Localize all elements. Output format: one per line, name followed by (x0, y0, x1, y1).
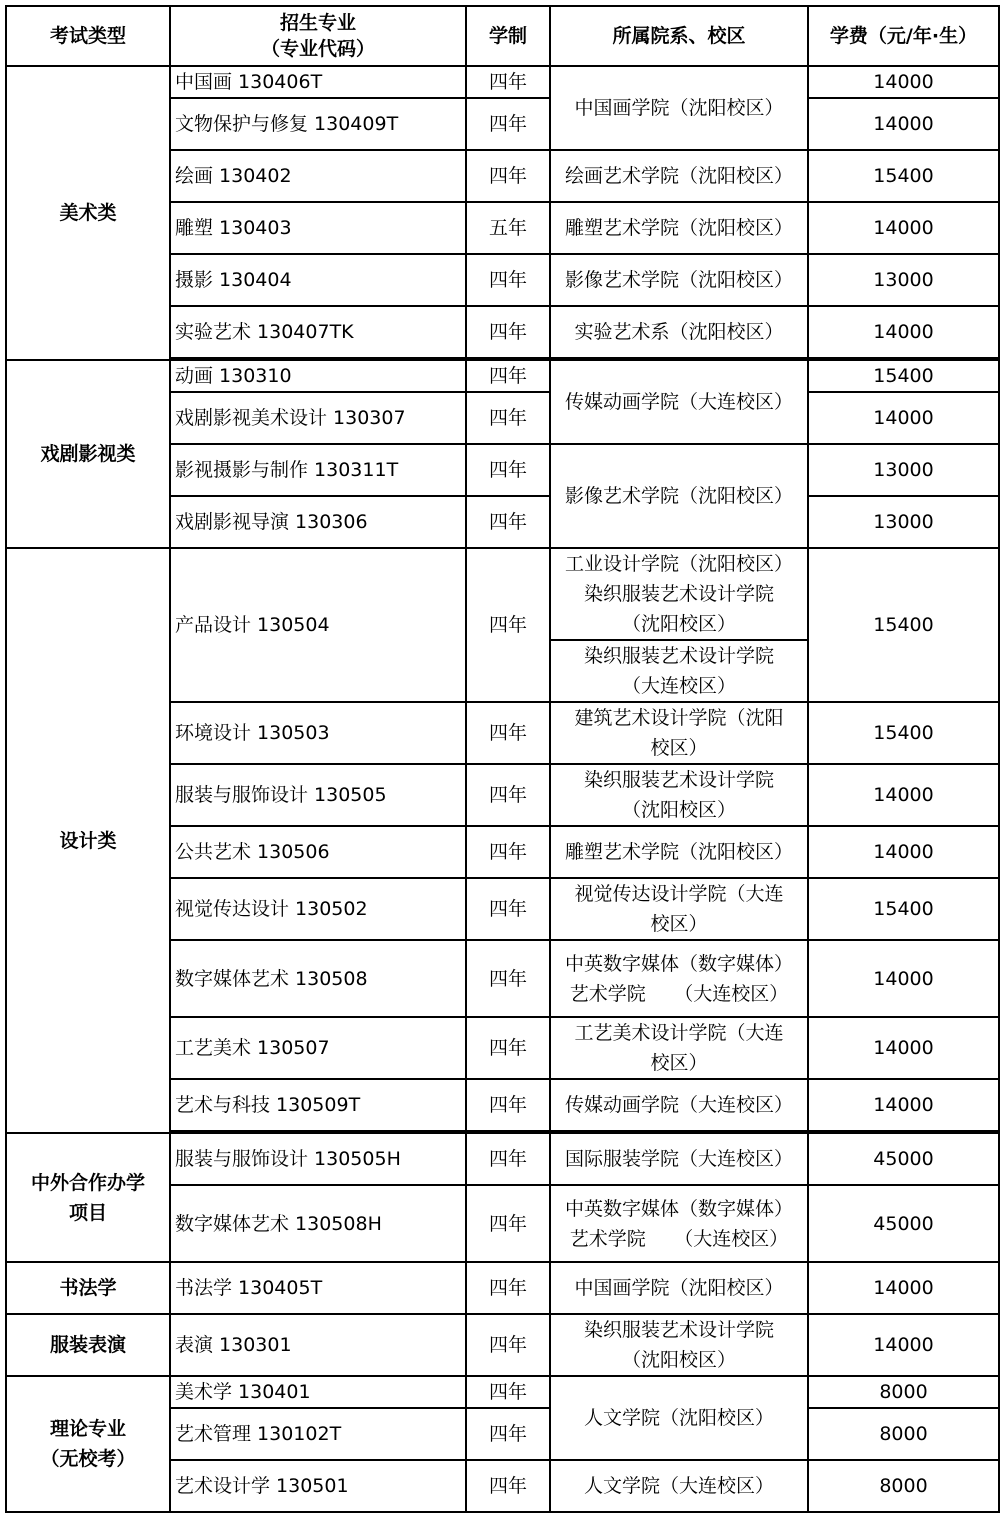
dept-line: 视觉传达设计学院（大连 (574, 883, 784, 905)
major-cell: 数字媒体艺术 130508H (170, 1185, 466, 1262)
dept-line: （大连校区） (621, 675, 736, 697)
fee-cell: 15400 (808, 150, 999, 202)
dept-line: 中英数字媒体（数字媒体） (564, 1197, 793, 1220)
dept-line: 中英数字媒体（数字媒体） (564, 952, 793, 975)
major-cell: 绘画 130402 (170, 150, 466, 202)
duration-cell: 四年 (466, 1079, 550, 1131)
major-cell: 表演 130301 (170, 1314, 466, 1376)
department-cell (550, 1017, 808, 1079)
duration-cell: 四年 (466, 360, 550, 392)
fee-cell: 14000 (808, 98, 999, 150)
duration-cell: 四年 (466, 702, 550, 764)
table-row (6, 1376, 999, 1408)
fee-cell: 14000 (808, 1314, 999, 1376)
duration-cell: 四年 (466, 1185, 550, 1262)
table-row (6, 1262, 999, 1314)
category-line: 理论专业 (49, 1418, 126, 1440)
duration-cell: 五年 (466, 202, 550, 254)
dept-line: 染织服装艺术设计学院 (583, 645, 774, 667)
department-cell: 国际服装学院（大连校区） (550, 1133, 808, 1185)
department-cell: 传媒动画学院（大连校区） (550, 360, 808, 444)
fee-cell: 13000 (808, 444, 999, 496)
major-cell: 艺术与科技 130509T (170, 1079, 466, 1131)
header-major-line1: 招生专业 (279, 12, 356, 34)
department-cell (550, 1185, 808, 1262)
fee-cell: 8000 (808, 1408, 999, 1460)
duration-cell: 四年 (466, 254, 550, 306)
duration-cell: 四年 (466, 940, 550, 1017)
department-cell: 人文学院（大连校区） (550, 1460, 808, 1512)
major-cell: 产品设计 130504 (170, 548, 466, 702)
table-row (6, 66, 999, 98)
fee-cell: 14000 (808, 826, 999, 878)
dept-line: 工业设计学院（沈阳校区） (564, 553, 793, 575)
dept-line: 艺术学院 （大连校区） (569, 1227, 789, 1250)
department-cell (550, 548, 808, 640)
department-cell: 实验艺术系（沈阳校区） (550, 306, 808, 358)
table-row (6, 1314, 999, 1376)
duration-cell: 四年 (466, 98, 550, 150)
table-row (6, 548, 999, 640)
department-cell: 影像艺术学院（沈阳校区） (550, 444, 808, 548)
fee-cell: 45000 (808, 1133, 999, 1185)
dept-line: 染织服装艺术设计学院 (583, 583, 774, 605)
fee-cell: 14000 (808, 764, 999, 826)
major-cell: 雕塑 130403 (170, 202, 466, 254)
category-design: 设计类 (6, 548, 170, 1133)
fee-cell: 13000 (808, 254, 999, 306)
duration-cell: 四年 (466, 826, 550, 878)
header-major-line2: （专业代码） (260, 38, 375, 60)
duration-cell: 四年 (466, 444, 550, 496)
category-calligraphy: 书法学 (6, 1262, 170, 1314)
category-sino-foreign (6, 1133, 170, 1262)
dept-line: 工艺美术设计学院（大连 (574, 1022, 784, 1044)
fee-cell: 8000 (808, 1376, 999, 1408)
header-major (170, 6, 466, 66)
fee-cell: 14000 (808, 940, 999, 1017)
fee-cell: 45000 (808, 1185, 999, 1262)
major-cell: 书法学 130405T (170, 1262, 466, 1314)
fee-cell: 14000 (808, 1079, 999, 1131)
duration-cell: 四年 (466, 1376, 550, 1408)
fee-cell: 15400 (808, 702, 999, 764)
fee-cell: 8000 (808, 1460, 999, 1512)
duration-cell: 四年 (466, 548, 550, 702)
header-exam-type: 考试类型 (6, 6, 170, 66)
department-cell (550, 940, 808, 1017)
duration-cell: 四年 (466, 1408, 550, 1460)
header-row (6, 6, 999, 66)
department-cell: 传媒动画学院（大连校区） (550, 1079, 808, 1131)
fee-cell: 14000 (808, 1262, 999, 1314)
department-cell: 绘画艺术学院（沈阳校区） (550, 150, 808, 202)
major-cell: 动画 130310 (170, 360, 466, 392)
category-fashion-show: 服装表演 (6, 1314, 170, 1376)
duration-cell: 四年 (466, 306, 550, 358)
department-cell (550, 878, 808, 940)
header-duration: 学制 (466, 6, 550, 66)
dept-line: （沈阳校区） (621, 1349, 736, 1371)
duration-cell: 四年 (466, 1017, 550, 1079)
table-row (6, 1133, 999, 1185)
major-cell: 文物保护与修复 130409T (170, 98, 466, 150)
fee-cell: 14000 (808, 306, 999, 358)
department-cell: 雕塑艺术学院（沈阳校区） (550, 202, 808, 254)
major-cell: 艺术设计学 130501 (170, 1460, 466, 1512)
duration-cell: 四年 (466, 1460, 550, 1512)
fee-cell: 15400 (808, 548, 999, 702)
category-line: 中外合作办学 (30, 1171, 145, 1194)
fee-cell: 14000 (808, 66, 999, 98)
major-cell: 视觉传达设计 130502 (170, 878, 466, 940)
fee-cell: 15400 (808, 360, 999, 392)
department-cell (550, 640, 808, 702)
major-cell: 戏剧影视导演 130306 (170, 496, 466, 548)
major-cell: 环境设计 130503 (170, 702, 466, 764)
category-fine-arts: 美术类 (6, 66, 170, 360)
department-cell (550, 764, 808, 826)
dept-line: 校区） (650, 913, 708, 935)
major-cell: 数字媒体艺术 130508 (170, 940, 466, 1017)
duration-cell: 四年 (466, 878, 550, 940)
header-department: 所属院系、校区 (550, 6, 808, 66)
duration-cell: 四年 (466, 496, 550, 548)
major-cell: 中国画 130406T (170, 66, 466, 98)
department-cell: 雕塑艺术学院（沈阳校区） (550, 826, 808, 878)
table-row (6, 360, 999, 392)
department-cell (550, 1314, 808, 1376)
fee-cell: 15400 (808, 878, 999, 940)
duration-cell: 四年 (466, 764, 550, 826)
header-fee: 学费（元/年·生） (808, 6, 999, 66)
department-cell: 中国画学院（沈阳校区） (550, 1262, 808, 1314)
duration-cell: 四年 (466, 1314, 550, 1376)
major-cell: 摄影 130404 (170, 254, 466, 306)
category-drama-film: 戏剧影视类 (6, 360, 170, 548)
category-theory (6, 1376, 170, 1512)
dept-line: 艺术学院 （大连校区） (569, 982, 789, 1005)
duration-cell: 四年 (466, 392, 550, 444)
dept-line: 染织服装艺术设计学院 (583, 769, 774, 791)
dept-line: （沈阳校区） (621, 613, 736, 635)
major-cell: 艺术管理 130102T (170, 1408, 466, 1460)
major-cell: 戏剧影视美术设计 130307 (170, 392, 466, 444)
major-cell: 服装与服饰设计 130505 (170, 764, 466, 826)
fee-cell: 14000 (808, 1017, 999, 1079)
fee-cell: 14000 (808, 392, 999, 444)
department-cell: 中国画学院（沈阳校区） (550, 66, 808, 150)
duration-cell: 四年 (466, 150, 550, 202)
duration-cell: 四年 (466, 66, 550, 98)
department-cell (550, 702, 808, 764)
major-cell: 服装与服饰设计 130505H (170, 1133, 466, 1185)
category-line: （无校考） (40, 1448, 136, 1470)
duration-cell: 四年 (466, 1133, 550, 1185)
fee-cell: 14000 (808, 202, 999, 254)
dept-line: 校区） (650, 1052, 708, 1074)
fee-cell: 13000 (808, 496, 999, 548)
tuition-table (5, 5, 1000, 1513)
duration-cell: 四年 (466, 1262, 550, 1314)
department-cell: 人文学院（沈阳校区） (550, 1376, 808, 1460)
major-cell: 实验艺术 130407TK (170, 306, 466, 358)
dept-line: 染织服装艺术设计学院 (583, 1319, 774, 1341)
major-cell: 影视摄影与制作 130311T (170, 444, 466, 496)
major-cell: 工艺美术 130507 (170, 1017, 466, 1079)
category-line: 项目 (68, 1201, 107, 1224)
dept-line: （沈阳校区） (621, 799, 736, 821)
department-cell: 影像艺术学院（沈阳校区） (550, 254, 808, 306)
major-cell: 美术学 130401 (170, 1376, 466, 1408)
dept-line: 校区） (650, 737, 708, 759)
major-cell: 公共艺术 130506 (170, 826, 466, 878)
dept-line: 建筑艺术设计学院（沈阳 (574, 707, 784, 729)
